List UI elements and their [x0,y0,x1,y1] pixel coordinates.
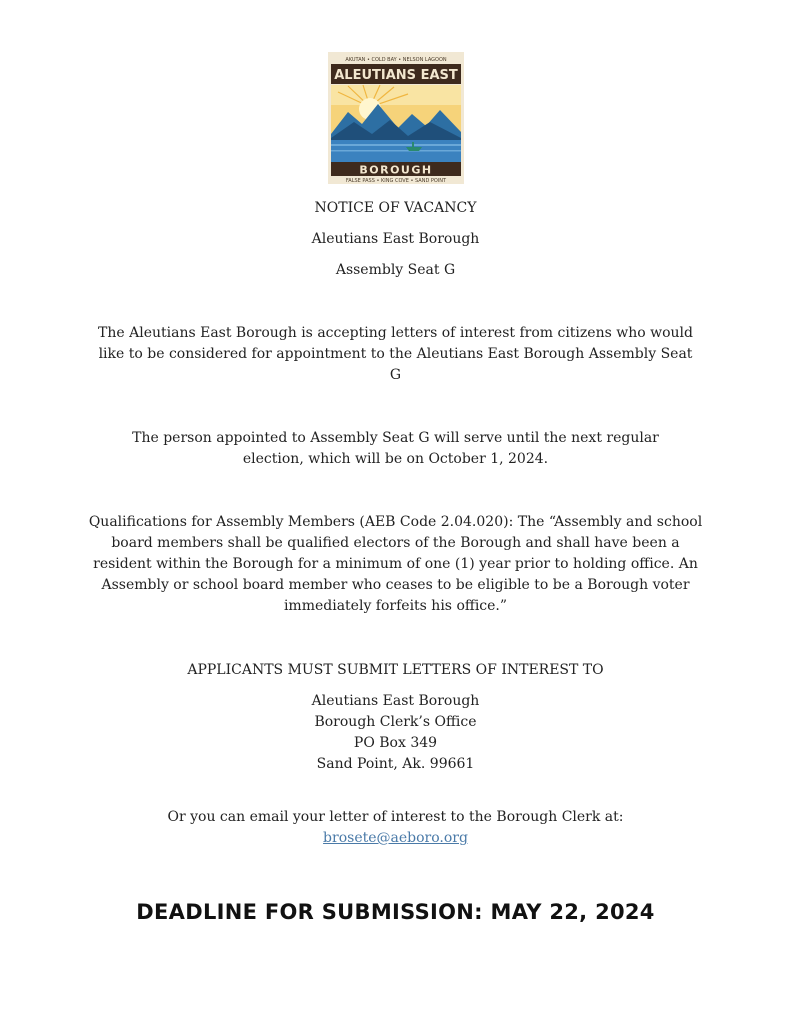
email-line [60,828,731,849]
logo-top-text: AKUTAN • COLD BAY • NELSON LAGOON [345,57,447,63]
address-line: PO Box 349 [353,735,438,751]
intro-paragraph: The Aleutians East Borough is accepting letters of interest from citizens who would like to be considered for appointment to the Aleutians East Borough Assembly Seat G [98,325,693,383]
email-intro: Or you can email your letter of interest to the Borough Clerk at: [167,809,624,825]
address-line: Aleutians East Borough [311,693,480,709]
seat-name: Assembly Seat G [335,262,456,278]
logo-name-line1: ALEUTIANS EAST [334,68,458,83]
organization-name: Aleutians East Borough [311,231,480,247]
notice-title: NOTICE OF VACANCY [314,200,477,216]
qualifications-paragraph: Qualifications for Assembly Members (AEB Code 2.04.020): The “Assembly and school board members shall be qualified electors of the Borough and shall have been a resident within the Borough for a minimum of one (1) year prior to holding office. An Assembly or school board member who ceases to be eligible to be a Borough voter immediately forfeits his office.” [88,514,703,614]
logo-bottom-text: FALSE PASS • KING COVE • SAND POINT [345,178,447,184]
mailing-address [60,691,731,775]
deadline-heading: DEADLINE FOR SUBMISSION: MAY 22, 2024 [136,900,655,924]
clerk-email-link[interactable]: brosete@aeboro.org [323,830,468,846]
logo-name-line2: BOROUGH [359,163,433,177]
address-line: Sand Point, Ak. 99661 [316,756,475,772]
aleutians-east-borough-logo [328,52,464,184]
term-paragraph: The person appointed to Assembly Seat G will serve until the next regular election, which will be on October 1, 2024. [132,430,659,467]
submit-heading: APPLICANTS MUST SUBMIT LETTERS OF INTEREST TO [187,662,604,678]
address-line: Borough Clerk’s Office [314,714,477,730]
